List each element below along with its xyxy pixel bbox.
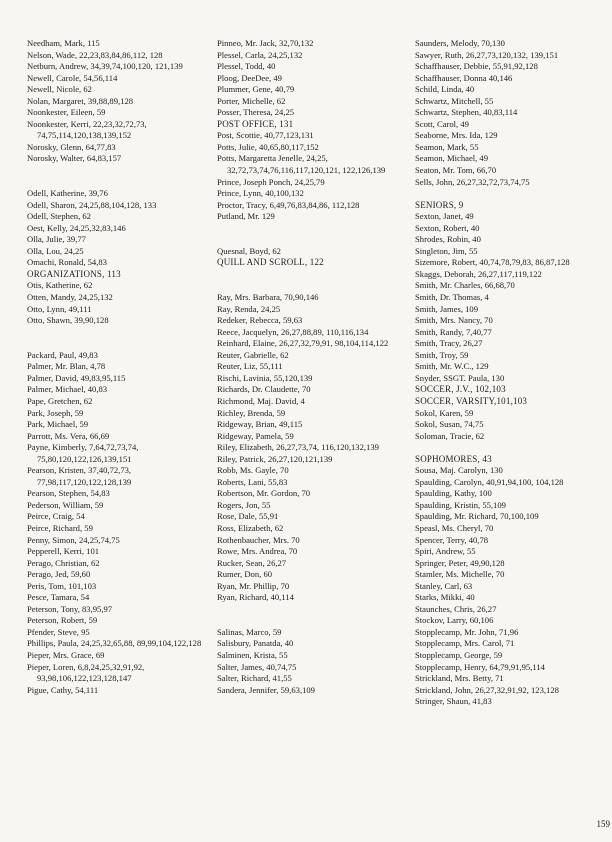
index-entry: Pfender, Steve, 95 xyxy=(27,626,90,637)
spacer xyxy=(27,165,203,188)
index-entry: Richley, Brenda, 59 xyxy=(217,407,286,418)
index-entry: Penny, Simon, 24,25,74,75 xyxy=(27,534,120,545)
index-column-3 xyxy=(415,38,600,708)
index-entry: Roberts, Lani, 55,83 xyxy=(217,476,288,487)
index-entry: Putland, Mr. 129 xyxy=(217,211,275,222)
index-entry: Reinhard, Elaine, 26,27,32,79,91, 98,104,114,122 xyxy=(217,338,389,349)
index-entry: Perago, Christian, 62 xyxy=(27,557,100,568)
index-entry: Spaulding, Kathy, 100 xyxy=(415,488,492,499)
index-section-heading: SOPHOMORES, 43 xyxy=(415,453,492,464)
index-entry: Smith, Dr. Thomas, 4 xyxy=(415,292,489,303)
index-entry: Ray, Mrs. Barbara, 70,90,146 xyxy=(217,292,319,303)
index-entry: Omachi, Ronald, 54,83 xyxy=(27,257,107,268)
index-entry: Plessel, Todd, 40 xyxy=(217,61,276,72)
index-entry: Quesnal, Boyd, 62 xyxy=(217,245,281,256)
index-entry: Noonkester, Kerri, 22,23,32,72,73, 74,75,114,120,138,139,152 xyxy=(27,118,147,141)
index-entry: Seamon, Mark, 55 xyxy=(415,141,479,152)
index-entry: Reuter, Liz, 55,111 xyxy=(217,361,283,372)
index-entry: Ploog, DeeDee, 49 xyxy=(217,72,282,83)
index-section-heading: SOCCER, VARSITY,101,103 xyxy=(415,395,528,406)
index-entry: Palmer, Mr. Blan, 4,78 xyxy=(27,361,106,372)
index-entry: Needham, Mark, 115 xyxy=(27,38,100,48)
index-column-1 xyxy=(27,38,203,696)
index-entry: Seaton, Mr. Tom, 66,70 xyxy=(415,165,497,176)
index-entry: Otten, Mandy, 24,25,132 xyxy=(27,292,113,303)
spacer xyxy=(217,604,397,627)
index-entry: Strickland, Mrs. Betty, 71 xyxy=(415,673,504,684)
index-entry: Soloman, Tracie, 62 xyxy=(415,430,485,441)
index-section-heading: QUILL AND SCROLL, 122 xyxy=(217,257,324,268)
index-entry: Saunders, Melody, 70,130 xyxy=(415,38,505,48)
index-entry: Pieper, Mrs. Grace, 69 xyxy=(27,649,105,660)
index-entry: Odell, Sharon, 24,25,88,104,128, 133 xyxy=(27,199,157,210)
spacer xyxy=(415,188,600,200)
index-entry: Olla, Lou, 24,25 xyxy=(27,245,84,256)
index-entry: Spencer, Terry, 40,78 xyxy=(415,534,489,545)
index-entry: Pesce, Tamara, 54 xyxy=(27,592,90,603)
index-entry: Riley, Patrick, 26,27,120,121,139 xyxy=(217,453,333,464)
index-entry: Springer, Peter, 49,90,128 xyxy=(415,557,505,568)
index-entry: Schaffhauser, Debbie, 55,91,92,128 xyxy=(415,61,538,72)
spacer xyxy=(415,442,600,454)
index-entry: Newell, Carole, 54,56,114 xyxy=(27,72,118,83)
index-entry: Sells, John, 26,27,32,72,73,74,75 xyxy=(415,176,530,187)
index-entry: Nolan, Margaret, 39,88,89,128 xyxy=(27,95,134,106)
index-entry: Peterson, Tony, 83,95,97 xyxy=(27,603,113,614)
index-entry: Rucker, Sean, 26,27 xyxy=(217,557,287,568)
index-entry: Potts, Margaretta Jenelle, 24,25, 32,72,73,74,76,116,117,120,121, 122,126,139 xyxy=(217,153,386,176)
index-entry: Stopplecamp, Henry, 64,79,91,95,114 xyxy=(415,661,545,672)
index-entry: Stopplecamp, Mrs. Carol, 71 xyxy=(415,638,515,649)
index-entry: Sandera, Jennifer, 59,63,109 xyxy=(217,684,315,695)
index-entry: Park, Michael, 59 xyxy=(27,419,89,430)
index-entry: Packard, Paul, 49,83 xyxy=(27,349,98,360)
index-entry: Stopplecamp, George, 59 xyxy=(415,649,503,660)
index-entry: Otto, Lynn, 49,111 xyxy=(27,303,92,314)
index-entry: Pearson, Kristen, 37,40,72,73, 77,98,117,120,122,128,139 xyxy=(27,465,132,487)
index-entry: Norosky, Glenn, 64,77,83 xyxy=(27,141,116,152)
index-entry: Payne, Kimberly, 7,64,72,73,74, 75,80,120,122,126,139,151 xyxy=(27,442,139,464)
index-entry: Schaffhauser, Donna 40,146 xyxy=(415,72,513,83)
index-entry: Rothenbaucher, Mrs. 70 xyxy=(217,534,300,545)
index-entry: Schwartz, Mitchell, 55 xyxy=(415,95,494,106)
index-entry: Skaggs, Deborah, 26,27,117,119,122 xyxy=(415,268,542,279)
index-entry: Smith, James, 109 xyxy=(415,303,479,314)
index-entry: Schwartz, Stephen, 40,83,114 xyxy=(415,107,518,118)
index-entry: Speasl, Ms. Cheryl, 70 xyxy=(415,522,494,533)
index-entry: Riley, Elizabeth, 26,27,73,74, 116,120,132,139 xyxy=(217,442,379,453)
index-column-2 xyxy=(217,38,397,696)
index-entry: Park, Joseph, 59 xyxy=(27,407,84,418)
index-entry: Sawyer, Ruth, 26,27,73,120,132, 139,151 xyxy=(415,49,559,60)
index-entry: Smith, Mr. Charles, 66,68,70 xyxy=(415,280,515,291)
index-entry: Pinneo, Mr. Jack, 32,70,132 xyxy=(217,38,314,48)
index-entry: Redeker, Rebecca, 59,63 xyxy=(217,315,303,326)
page-number: 159 xyxy=(596,819,610,829)
index-entry: Smith, Troy, 59 xyxy=(415,349,469,360)
index-entry: Plummer, Gene, 40,79 xyxy=(217,84,295,95)
spacer xyxy=(27,327,203,350)
index-entry: Oest, Kelly, 24,25,32,83,146 xyxy=(27,222,126,233)
index-entry: Stockov, Larry, 60,106 xyxy=(415,615,494,626)
index-entry: Smith, Randy, 7,40,77 xyxy=(415,326,492,337)
index-entry: Plessel, Carla, 24,25,132 xyxy=(217,49,303,60)
index-entry: Reece, Jacquelyn, 26,27,88,89, 110,116,134 xyxy=(217,326,369,337)
index-entry: Newell, Nicole, 62 xyxy=(27,84,92,95)
index-entry: Smith, Mrs. Nancy, 70 xyxy=(415,315,493,326)
index-entry: Phillips, Paula, 24,25,32,65,88, 89,99,104,122,128 xyxy=(27,638,202,649)
index-entry: Robertson, Mr. Gordon, 70 xyxy=(217,488,311,499)
index-entry: Seaborne, Mrs. Ida, 129 xyxy=(415,130,498,141)
index-entry: Sexton, Janet, 49 xyxy=(415,211,474,222)
index-entry: Perago, Jed, 59,60 xyxy=(27,569,91,580)
index-entry: Strickland, John, 26,27,32,91,92, 123,128 xyxy=(415,684,559,695)
index-entry: Ridgeway, Pamela, 59 xyxy=(217,430,294,441)
index-entry: Norosky, Walter, 64,83,157 xyxy=(27,153,122,164)
index-entry: Peirce, Richard, 59 xyxy=(27,522,93,533)
index-entry: Smith, Tracy, 26,27 xyxy=(415,338,483,349)
index-entry: Netburn, Andrew, 34,39,74,100,120, 121,139 xyxy=(27,61,183,72)
index-entry: Pieper, Loren, 6,8,24,25,32,91,92, 93,98,106,122,123,128,147 xyxy=(27,661,145,684)
index-entry: Proctor, Tracy, 6,49,76,83,84,86, 112,128 xyxy=(217,199,360,210)
index-entry: Posser, Theresa, 24,25 xyxy=(217,107,295,118)
index-entry: Reuter, Gabrielle, 62 xyxy=(217,349,289,360)
index-entry: Sokol, Susan, 74,75 xyxy=(415,419,484,430)
index-entry: Snyder, SSGT. Paula, 130 xyxy=(415,372,505,383)
index-entry: Pederson, William, 59 xyxy=(27,499,104,510)
index-entry: Rowe, Mrs. Andrea, 70 xyxy=(217,546,298,557)
index-entry: Scott, Carol, 49 xyxy=(415,118,469,129)
index-section-heading: ORGANIZATIONS, 113 xyxy=(27,268,121,279)
index-entry: Ridgeway, Brian, 49,115 xyxy=(217,419,303,430)
index-entry: Sousa, Maj. Carolyn, 130 xyxy=(415,465,503,476)
index-entry: Pearson, Stephen, 54,83 xyxy=(27,488,110,499)
index-entry: Rose, Dale, 55,91 xyxy=(217,511,279,522)
index-entry: Ray, Renda, 24,25 xyxy=(217,303,281,314)
index-entry: Sokol, Karen, 59 xyxy=(415,407,474,418)
index-entry: Spaulding, Mr. Richard, 70,100,109 xyxy=(415,511,539,522)
index-entry: Peirce, Craig, 54 xyxy=(27,511,85,522)
index-entry: Nelson, Wade, 22,23,83,84,86,112, 128 xyxy=(27,49,163,60)
index-entry: Richards, Dr. Claudette, 70 xyxy=(217,384,311,395)
index-entry: Stringer, Shaun, 41,83 xyxy=(415,696,492,707)
index-entry: Schild, Linda, 40 xyxy=(415,84,475,95)
index-entry: Salisbury, Panatda, 40 xyxy=(217,638,294,649)
index-entry: Spiri, Andrew, 55 xyxy=(415,546,476,557)
index-entry: Odell, Stephen, 62 xyxy=(27,211,91,222)
index-entry: Palmer, David, 49,83,95,115 xyxy=(27,372,126,383)
index-entry: Salter, Richard, 41,55 xyxy=(217,673,292,684)
index-entry: Spaulding, Kristin, 55,109 xyxy=(415,499,506,510)
index-entry: Salter, James, 40,74,75 xyxy=(217,661,297,672)
index-entry: Peris, Tom, 101,103 xyxy=(27,580,97,591)
index-entry: Rumer, Don, 60 xyxy=(217,569,273,580)
index-entry: Parrott, Ms. Vera, 66,69 xyxy=(27,430,110,441)
index-entry: Shrodes, Robin, 40 xyxy=(415,234,481,245)
index-entry: Ross, Elizabeth, 62 xyxy=(217,522,284,533)
index-entry: Spaulding, Carolyn, 40,91,94,100, 104,128 xyxy=(415,476,564,487)
index-entry: Otis, Katherine, 62 xyxy=(27,280,93,291)
index-entry: Prince, Joseph Ponch, 24,25,79 xyxy=(217,176,325,187)
index-entry: Ryan, Richard, 40,114 xyxy=(217,592,294,603)
index-entry: Rischi, Lavinia, 55,120,139 xyxy=(217,372,313,383)
index-entry: Palmer, Michael, 40,83 xyxy=(27,384,108,395)
index-entry: Smith, Mr. W.C., 129 xyxy=(415,361,489,372)
index-entry: Pape, Gretchen, 62 xyxy=(27,395,93,406)
index-entry: Singleton, Jim, 55 xyxy=(415,245,478,256)
index-entry: Pigue, Cathy, 54,111 xyxy=(27,684,99,695)
index-entry: Noonkester, Eileen, 59 xyxy=(27,107,106,118)
index-entry: Porter, Michelle, 62 xyxy=(217,95,286,106)
index-entry: Robb, Ms. Gayle, 70 xyxy=(217,465,289,476)
index-entry: Starks, Mikki, 40 xyxy=(415,592,475,603)
index-section-heading: POST OFFICE, 131 xyxy=(217,118,294,129)
index-entry: Sizemore, Robert, 40,74,78,79,83, 86,87,128 xyxy=(415,257,570,268)
index-entry: Seamon, Michael, 49 xyxy=(415,153,489,164)
index-entry: Stanley, Carl, 63 xyxy=(415,580,473,591)
index-entry: Odell, Katherine, 39,76 xyxy=(27,188,108,199)
index-entry: Prince, Lynn, 40,100,132 xyxy=(217,188,304,199)
index-entry: Olla, Julie, 39,77 xyxy=(27,234,86,245)
index-section-heading: SENIORS, 9 xyxy=(415,199,464,210)
index-entry: Stopplecamp, Mr. John, 71,96 xyxy=(415,626,519,637)
index-entry: Rogers, Jon, 55 xyxy=(217,499,271,510)
index-section-heading: SOCCER, J.V., 102,103 xyxy=(415,384,506,395)
index-entry: Sexton, Robert, 40 xyxy=(415,222,480,233)
index-entry: Salinas, Marco, 59 xyxy=(217,626,282,637)
index-entry: Salminen, Krista, 55 xyxy=(217,649,288,660)
index-entry: Pepperell, Kerri, 101 xyxy=(27,546,100,557)
spacer xyxy=(217,223,397,246)
index-entry: Ryan, Mr. Phillip, 70 xyxy=(217,580,290,591)
spacer xyxy=(217,269,397,292)
index-entry: Richmond, Maj. David, 4 xyxy=(217,395,305,406)
index-entry: Peterson, Robert, 59 xyxy=(27,615,98,626)
index-entry: Otto, Shawn, 39,90,128 xyxy=(27,315,109,326)
index-entry: Post, Scottie, 40,77,123,131 xyxy=(217,130,314,141)
index-entry: Staunches, Chris, 26,27 xyxy=(415,603,497,614)
index-entry: Stamler, Ms. Michelle, 70 xyxy=(415,569,505,580)
index-entry: Potts, Julie, 40,65,80,117,152 xyxy=(217,141,319,152)
